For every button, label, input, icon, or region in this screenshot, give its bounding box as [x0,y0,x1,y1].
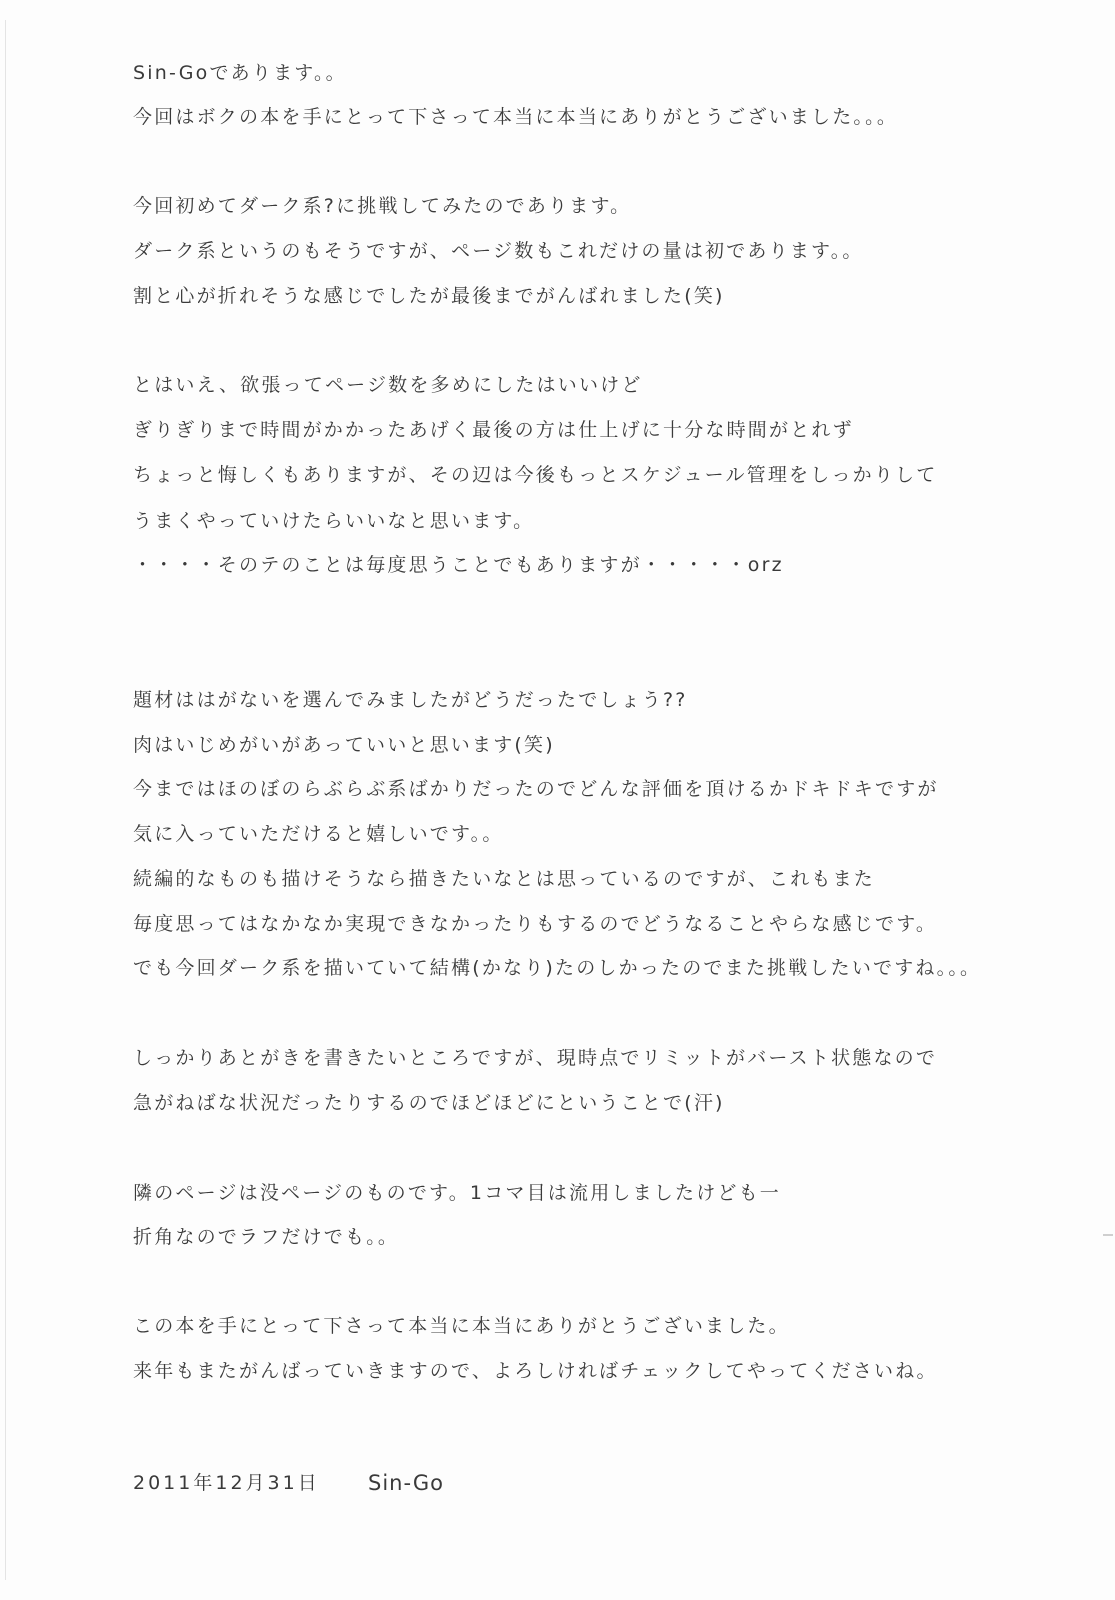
letter-line: 折角なのでラフだけでも。。 [133,1226,400,1248]
letter-line: しっかりあとがきを書きたいところですが、現時点でリミットがバースト状態なので [133,1047,938,1069]
letter-date: 2011年12月31日 [133,1472,320,1494]
letter-signature: Sin-Go [368,1471,444,1495]
letter-line: 急がねばな状況だったりするのでほどほどにということで(汗) [133,1092,725,1114]
letter-line: 割と心が折れそうな感じでしたが最後までがんばれました(笑) [133,285,725,307]
letter-line: 今回初めてダーク系?に挑戦してみたのであります。 [133,195,632,217]
page-edge-line [5,20,6,1580]
letter-line: Sin-Goであります。。 [133,62,347,84]
letter-line: ちょっと悔しくもありますが、その辺は今後もっとスケジュール管理をしっかりして [133,464,938,486]
letter-line: うまくやっていけたらいいなと思います。 [133,510,535,532]
letter-line: この本を手にとって下さって本当に本当にありがとうございました。 [133,1315,790,1337]
letter-line: 肉はいじめがいがあっていいと思います(笑) [133,734,555,756]
corner-mark [1103,1234,1113,1236]
letter-line: 今回はボクの本を手にとって下さって本当に本当にありがとうございました。。。 [133,106,899,128]
letter-line: 隣のページは没ページのものです。1コマ目は流用しましたけども一 [133,1182,782,1204]
letter-line: 気に入っていただけると嬉しいです。。 [133,823,504,845]
letter-line: 来年もまたがんばっていきますので、よろしければチェックしてやってくださいね。 [133,1360,938,1382]
letter-line: でも今回ダーク系を描いていて結構(かなり)たのしかったのでまた挑戦したいですね。。。 [133,957,982,979]
letter-line: ダーク系というのもそうですが、ページ数もこれだけの量は初であります。。 [133,240,864,262]
letter-line: とはいえ、欲張ってページ数を多めにしたはいいけど [133,374,643,396]
letter-line: 毎度思ってはなかなか実現できなかったりもするのでどうなることやらな感じです。 [133,913,938,935]
letter-line: ・・・・そのテのことは毎度思うことでもありますが・・・・・orz [133,554,784,576]
letter-line: 題材ははがないを選んでみましたがどうだったでしょう?? [133,689,688,711]
letter-line: ぎりぎりまで時間がかかったあげく最後の方は仕上げに十分な時間がとれず [133,419,854,441]
letter-line: 続編的なものも描けそうなら描きたいなとは思っているのですが、これもまた [133,868,876,890]
letter-line: 今まではほのぼのらぶらぶ系ばかりだったのでどんな評価を頂けるかドキドキですが [133,778,939,800]
